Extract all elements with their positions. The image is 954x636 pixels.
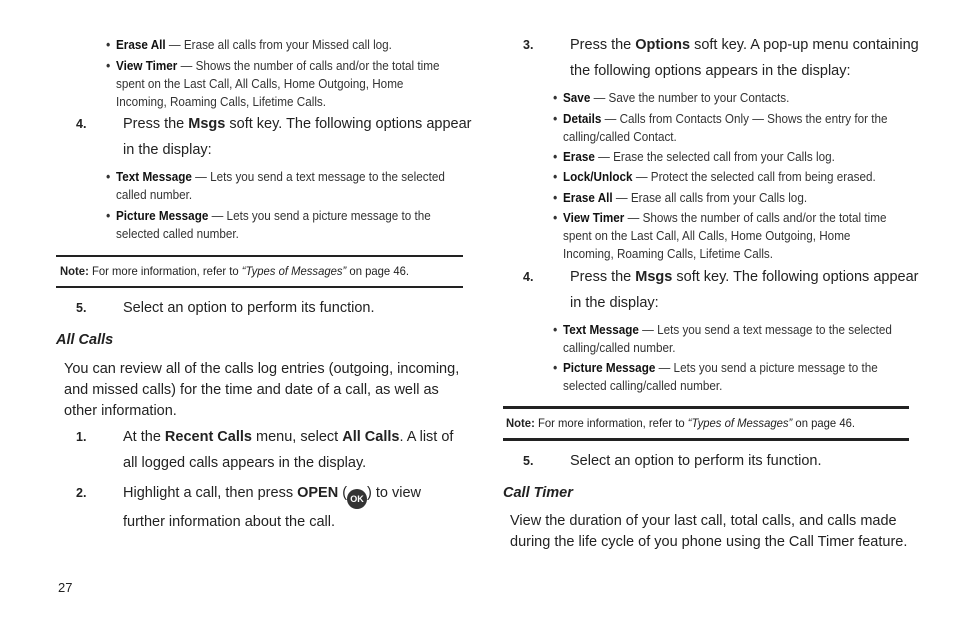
all-calls-paragraph: You can review all of the calls log entries (outgoing, incoming, and missed calls) for the time and date of a call, as well as other information. xyxy=(64,361,460,419)
bullet-text-message: • Text Message — Lets you send a text message to the selected called number. xyxy=(106,169,445,202)
call-timer-paragraph: View the duration of your last call, total calls, and calls made during the life cycle of you phone using the Call Timer feature. xyxy=(510,513,908,550)
bullet-lock-unlock: • Lock/Unlock — Protect the selected call from being erased. xyxy=(553,169,876,184)
section-heading-all-calls: All Calls xyxy=(56,332,114,348)
note-top-rule xyxy=(56,255,463,257)
section-heading-call-timer: Call Timer xyxy=(503,485,573,501)
note-bottom-rule xyxy=(56,286,463,288)
bullet-picture-message: • Picture Message — Lets you send a picture message to the selected called number. xyxy=(106,208,431,241)
bullet-details: • Details — Calls from Contacts Only — Shows the entry for the calling/called Contact. xyxy=(553,111,888,144)
note: Note: For more information, refer to “Types of Messages” on page 46. xyxy=(506,416,856,430)
page-number: 27 xyxy=(58,580,73,595)
bullet-erase-all: • Erase All — Erase all calls from your Missed call log. xyxy=(106,37,392,52)
bullet-text-message: • Text Message — Lets you send a text message to the selected calling/called number. xyxy=(553,322,892,355)
bullet-save: • Save — Save the number to your Contacts. xyxy=(553,90,790,105)
note-bottom-rule xyxy=(503,438,909,441)
bullet-picture-message: • Picture Message — Lets you send a picture message to the selected calling/called number. xyxy=(553,360,878,393)
bullet-erase: • Erase — Erase the selected call from your Calls log. xyxy=(553,149,835,164)
bullet-view-timer: • View Timer — Shows the number of calls and/or the total time spent on the Last Call, All Calls, Home Outgoing, Home Incoming, Roaming Calls, Lifetime Calls. xyxy=(553,210,887,261)
note: Note: For more information, refer to “Types of Messages” on page 46. xyxy=(60,264,410,278)
note-top-rule xyxy=(503,406,909,409)
bullet-erase-all: • Erase All — Erase all calls from your Calls log. xyxy=(553,190,808,205)
ok-key-icon: OK xyxy=(347,489,367,509)
bullet-view-timer: • View Timer — Shows the number of calls and/or the total time spent on the Last Call, All Calls, Home Outgoing, Home Incoming, Roaming Calls, Lifetime Calls. xyxy=(106,58,440,109)
